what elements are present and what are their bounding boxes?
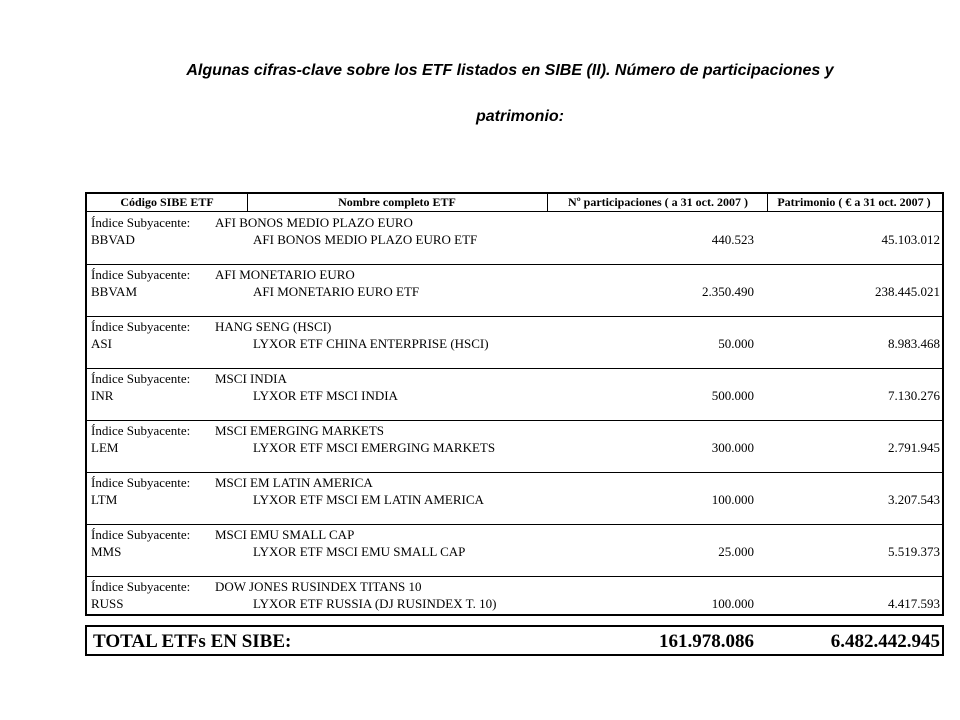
table-row (87, 212, 942, 264)
etf-patrimony: 7.130.276 (888, 388, 940, 403)
etf-patrimony: 5.519.373 (888, 544, 940, 559)
etf-name: LYXOR ETF MSCI EM LATIN AMERICA (253, 492, 484, 507)
index-name: AFI BONOS MEDIO PLAZO EURO (215, 215, 413, 230)
etf-code: BBVAD (91, 232, 135, 247)
index-name: DOW JONES RUSINDEX TITANS 10 (215, 579, 422, 594)
etf-name: AFI MONETARIO EURO ETF (253, 284, 420, 299)
table-row (87, 420, 942, 472)
page-title-continuation: patrimonio: (476, 108, 564, 125)
index-name: MSCI EMERGING MARKETS (215, 423, 385, 438)
etf-participations: 100.000 (711, 492, 754, 507)
etf-code: ASI (91, 336, 112, 351)
table-row (87, 472, 942, 524)
etf-participations: 440.523 (711, 232, 754, 247)
header-name: Nombre completo ETF (338, 195, 456, 209)
etf-name: AFI BONOS MEDIO PLAZO EURO ETF (253, 232, 478, 247)
etf-patrimony: 8.983.468 (888, 336, 940, 351)
etf-participations: 500.000 (711, 388, 754, 403)
index-label: Índice Subyacente: (91, 475, 191, 490)
etf-name: LYXOR ETF MSCI INDIA (253, 388, 398, 403)
etf-code: LTM (91, 492, 118, 507)
index-name: HANG SENG (HSCI) (215, 319, 332, 334)
table-row (87, 576, 942, 628)
table-row (87, 524, 942, 576)
etf-name: LYXOR ETF MSCI EMU SMALL CAP (253, 544, 466, 559)
index-label: Índice Subyacente: (91, 371, 191, 386)
etf-code: INR (91, 388, 114, 403)
page-title: Algunas cifras-clave sobre los ETF listados en SIBE (II). Número de participaciones y (186, 62, 834, 79)
total-row (85, 625, 944, 656)
etf-patrimony: 2.791.945 (888, 440, 940, 455)
etf-code: BBVAM (91, 284, 138, 299)
index-label: Índice Subyacente: (91, 527, 191, 542)
index-label: Índice Subyacente: (91, 215, 191, 230)
index-name: MSCI INDIA (215, 371, 287, 386)
etf-patrimony: 4.417.593 (888, 596, 940, 611)
table-row (87, 368, 942, 420)
index-name: MSCI EMU SMALL CAP (215, 527, 355, 542)
etf-name: LYXOR ETF CHINA ENTERPRISE (HSCI) (253, 336, 489, 351)
index-label: Índice Subyacente: (91, 423, 191, 438)
header-code: Código SIBE ETF (120, 195, 214, 209)
etf-table (85, 192, 944, 616)
etf-participations: 2.350.490 (702, 284, 754, 299)
table-row (87, 264, 942, 316)
etf-participations: 25.000 (718, 544, 754, 559)
total-patrimony: 6.482.442.945 (830, 631, 940, 652)
etf-code: RUSS (91, 596, 124, 611)
index-label: Índice Subyacente: (91, 579, 191, 594)
etf-code: MMS (91, 544, 122, 559)
etf-patrimony: 238.445.021 (875, 284, 940, 299)
index-label: Índice Subyacente: (91, 319, 191, 334)
etf-name: LYXOR ETF MSCI EMERGING MARKETS (253, 440, 496, 455)
table-header (87, 194, 942, 212)
etf-participations: 100.000 (711, 596, 754, 611)
header-participations: Nº participaciones ( a 31 oct. 2007 ) (568, 195, 748, 209)
etf-name: LYXOR ETF RUSSIA (DJ RUSINDEX T. 10) (253, 596, 497, 611)
total-participations: 161.978.086 (659, 631, 754, 652)
index-name: MSCI EM LATIN AMERICA (215, 475, 373, 490)
etf-code: LEM (91, 440, 119, 455)
index-label: Índice Subyacente: (91, 267, 191, 282)
etf-participations: 300.000 (711, 440, 754, 455)
total-label: TOTAL ETFs EN SIBE: (93, 631, 292, 652)
etf-patrimony: 3.207.543 (888, 492, 940, 507)
table-row (87, 316, 942, 368)
index-name: AFI MONETARIO EURO (215, 267, 355, 282)
etf-participations: 50.000 (718, 336, 754, 351)
etf-patrimony: 45.103.012 (881, 232, 940, 247)
header-patrimony: Patrimonio ( € a 31 oct. 2007 ) (777, 195, 931, 209)
